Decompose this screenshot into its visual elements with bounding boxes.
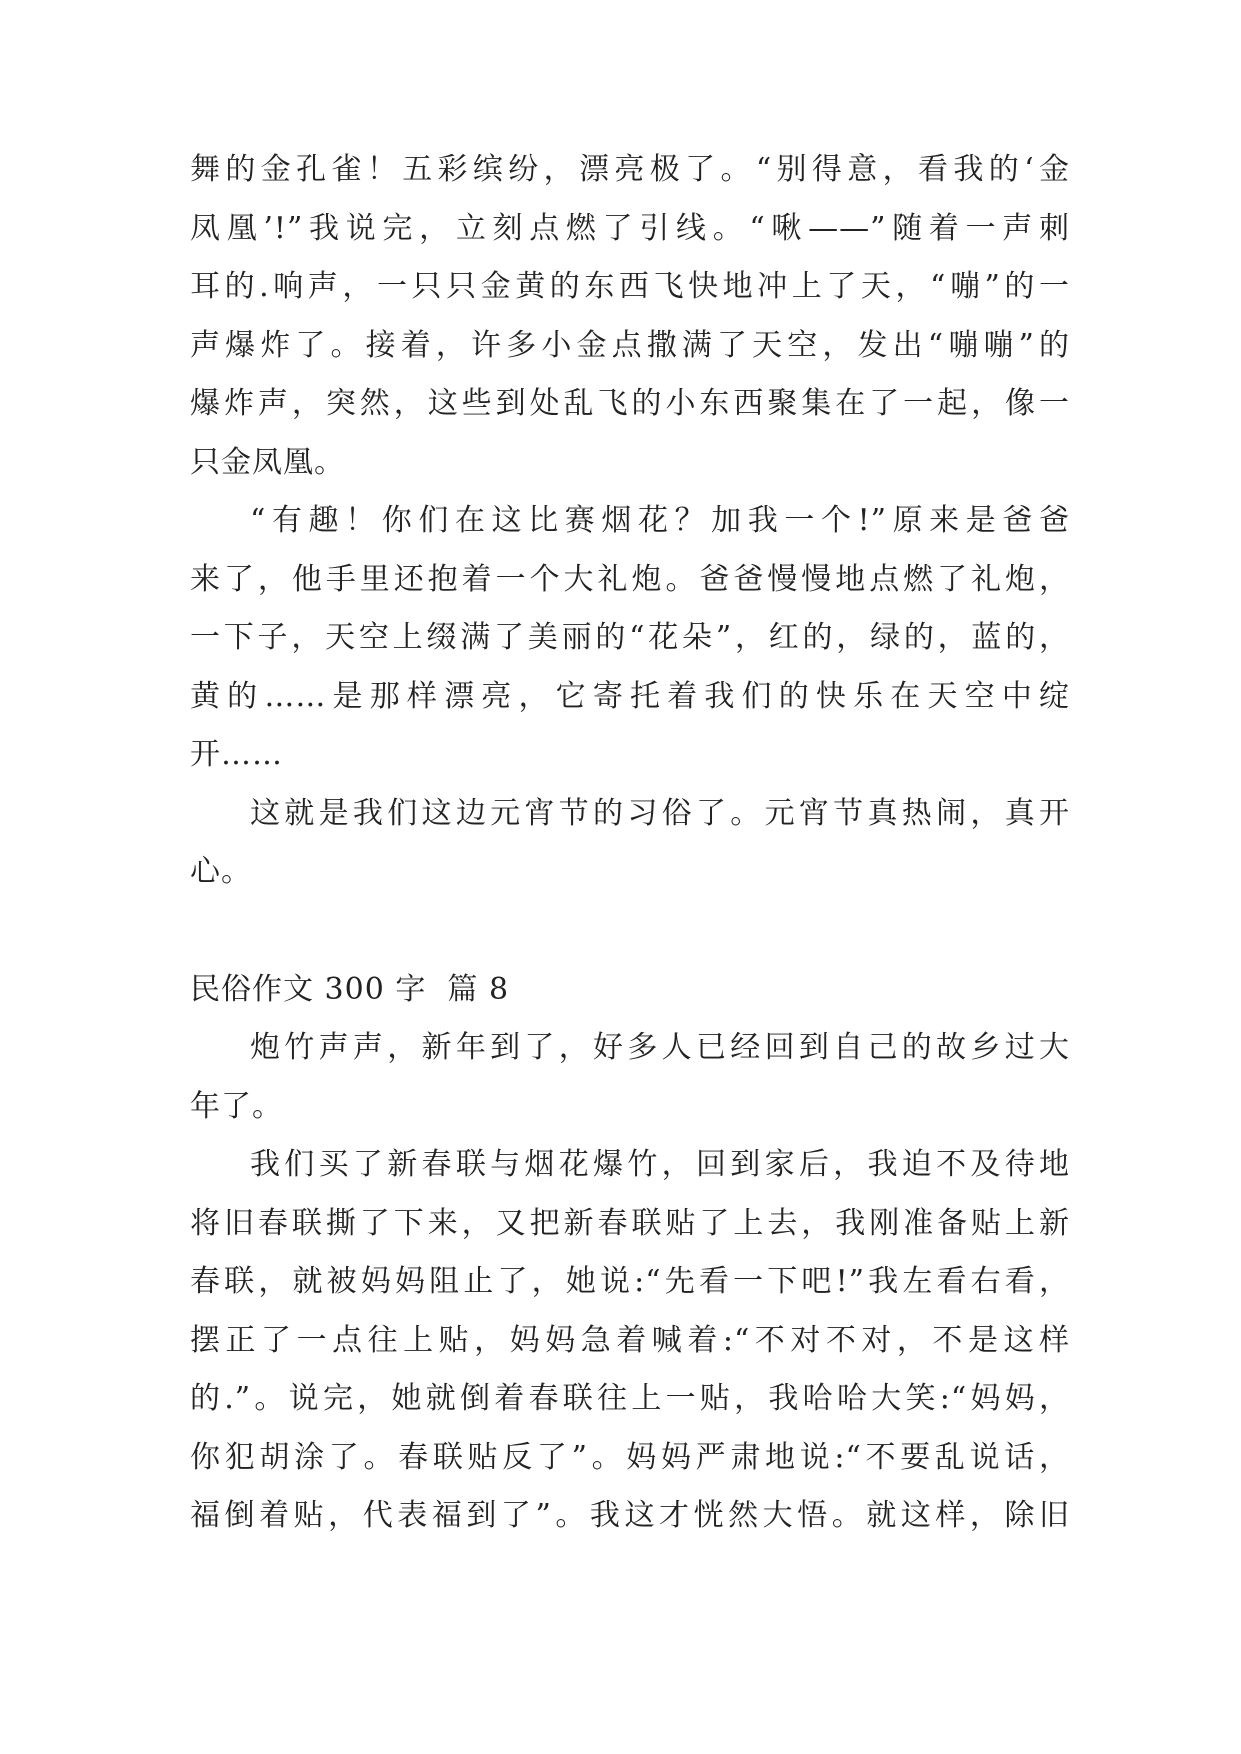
text-line: 声爆炸了。接着，许多小金点撒满了天空，发出“嘣嘣”的 xyxy=(190,328,1070,363)
text-line: 这就是我们这边元宵节的习俗了。元宵节真热闹，真开 xyxy=(250,796,1070,831)
text-line: 的.”。说完，她就倒着春联往上一贴，我哈哈大笑:“妈妈， xyxy=(190,1381,1070,1416)
text-line: 开…… xyxy=(190,737,283,772)
text-line: 你犯胡涂了。春联贴反了”。妈妈严肃地说:“不要乱说话， xyxy=(190,1440,1070,1475)
text-line: 我们买了新春联与烟花爆竹，回到家后，我迫不及待地 xyxy=(250,1147,1070,1182)
text-line: 凤凰’!”我说完，立刻点燃了引线。“啾——”随着一声刺 xyxy=(190,211,1070,246)
text-line: 舞的金孔雀！五彩缤纷，漂亮极了。“别得意，看我的‘金 xyxy=(190,152,1070,187)
text-line: 爆炸声，突然，这些到处乱飞的小东西聚集在了一起，像一 xyxy=(190,386,1070,421)
text-line: 炮竹声声，新年到了，好多人已经回到自己的故乡过大 xyxy=(250,1030,1070,1065)
text-line: 将旧春联撕了下来，又把新春联贴了上去，我刚准备贴上新 xyxy=(190,1206,1070,1241)
text-line: 年了。 xyxy=(190,1089,283,1124)
text-line: “有趣！你们在这比赛烟花？加我一个!”原来是爸爸 xyxy=(250,503,1070,538)
text-line: 一下子，天空上缀满了美丽的“花朵”，红的，绿的，蓝的， xyxy=(190,620,1070,655)
section-heading: 民俗作文 300 字 篇 8 xyxy=(190,972,510,1007)
text-line: 春联，就被妈妈阻止了，她说:“先看一下吧!”我左看右看， xyxy=(190,1264,1070,1299)
text-line: 来了，他手里还抱着一个大礼炮。爸爸慢慢地点燃了礼炮， xyxy=(190,562,1070,597)
text-line: 黄的……是那样漂亮，它寄托着我们的快乐在天空中绽 xyxy=(190,679,1070,714)
text-line: 福倒着贴，代表福到了”。我这才恍然大悟。就这样，除旧 xyxy=(190,1498,1070,1533)
text-line: 心。 xyxy=(190,854,252,889)
text-line: 只金凤凰。 xyxy=(190,445,345,480)
text-line: 摆正了一点往上贴，妈妈急着喊着:“不对不对，不是这样 xyxy=(190,1323,1070,1358)
text-line: 耳的.响声，一只只金黄的东西飞快地冲上了天，“嘣”的一 xyxy=(190,269,1070,304)
